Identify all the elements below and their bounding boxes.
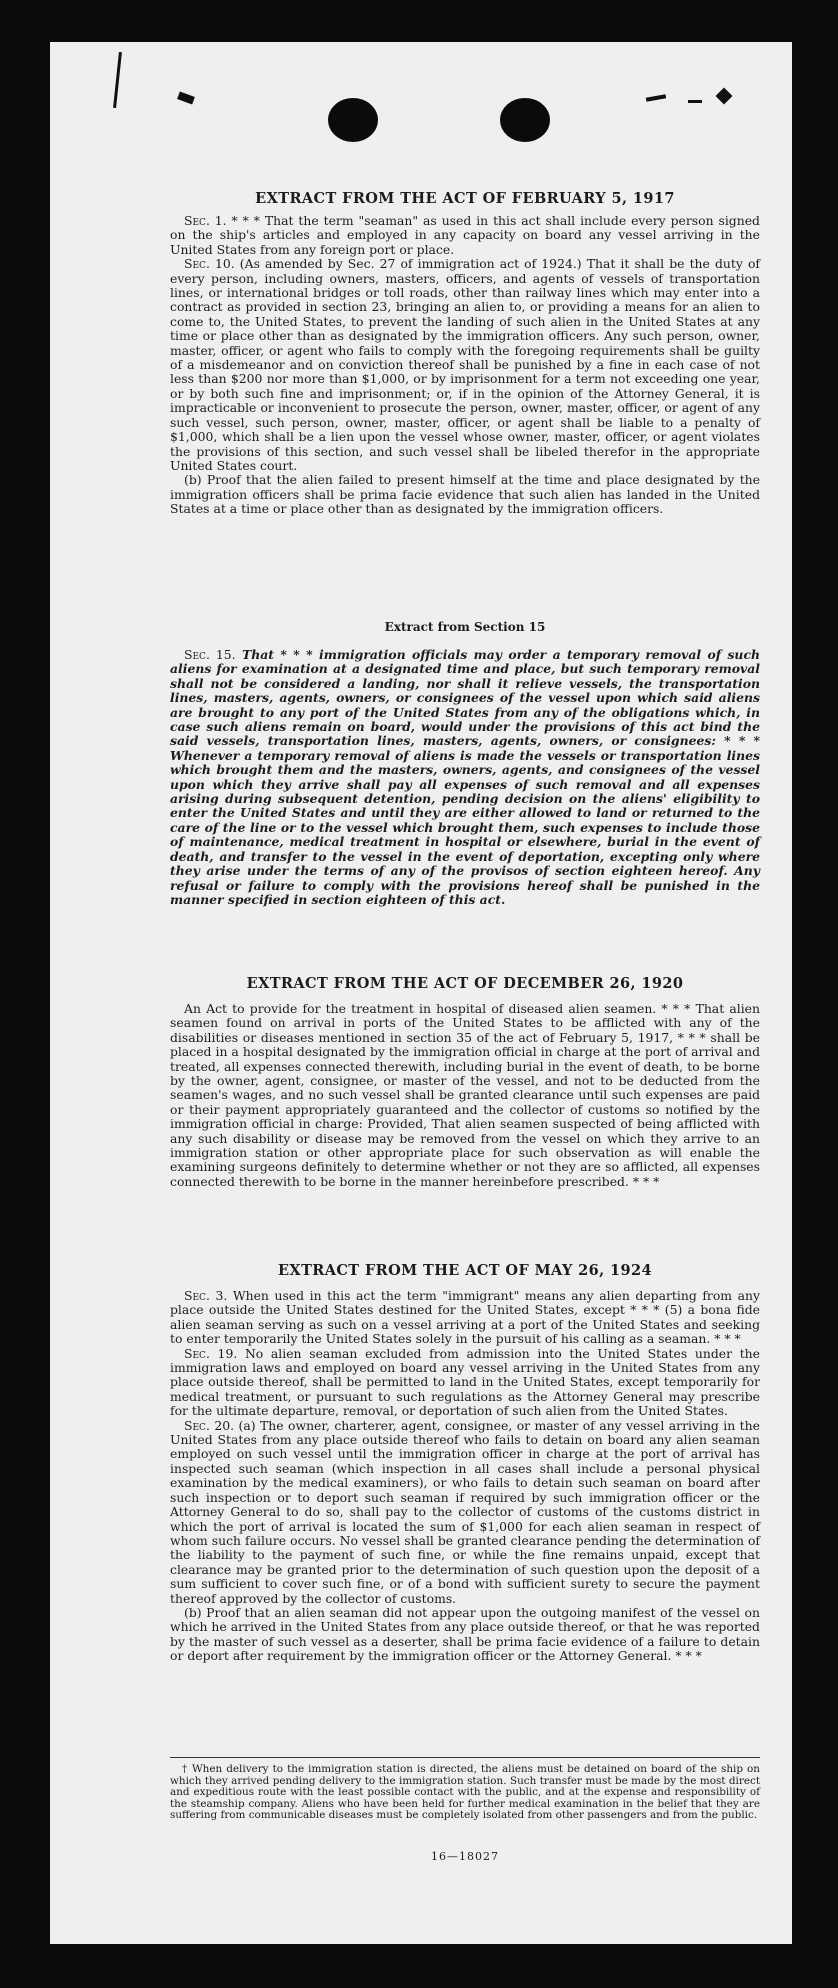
paragraph-text: That * * * immigration officials may order a temporary removal of such aliens for examination at a designated time and place, but such temporary removal shall not be considered a landing, nor shall it relieve vessels, the transportation lines, masters, agents, owners, or consignees of the vessel upon which said aliens are brought to any port of the United States from any of the obligations which, in case such aliens remain on board, would under the provisions of this act bind the said vessels, transportation lines, masters, agents, owners, or consignees: * * * Whenever a temporary removal of aliens is made the vessels or transportation lines which brought them and the masters, owners, agents, and consignees of the vessel upon which they arrive shall pay all expenses of such removal and all expenses arising during subsequent detention, pending decision on the aliens' eligibility to enter the United States and until they are either allowed to land or returned to the care of the line or to the vessel which brought them, such expenses to include those of maintenance, medical treatment in hospital or elsewhere, burial in the event of death, and transfer to the vessel in the event of deportation, excepting only where they arise under the terms of any of the provisos of section eighteen hereof. Any refusal or failure to comply with the provisions hereof shall be punished in the manner specified in section eighteen of this act. <box>170 647 760 907</box>
section-label: Sec. 3. <box>184 1288 228 1303</box>
subheading-section-15: Extract from Section 15 <box>384 620 546 634</box>
paragraph-sec-15 <box>170 648 760 907</box>
section-1920-body <box>170 1002 760 1189</box>
heading-act-1917: EXTRACT FROM THE ACT OF FEBRUARY 5, 1917 <box>255 190 675 207</box>
paragraph-text: (b) Proof that the alien failed to present himself at the time and place designated by the immigration officers shall be prima facie evidence that such alien has landed in the United States at a time or place other than as designated by the immigration officers. <box>170 472 760 517</box>
heading-act-1920: EXTRACT FROM THE ACT OF DECEMBER 26, 1920 <box>246 975 684 992</box>
paragraph-text: When used in this act the term "immigrant" means any alien departing from any place outside the United States destined for the United States, except * * * (5) a bona fide alien seaman serving as such on a vessel arriving at a port of the United States and seeking to enter temporarily the United States solely in the pursuit of his calling as a seaman. * * * <box>170 1288 760 1347</box>
paragraph-text: An Act to provide for the treatment in hospital of diseased alien seamen. * * * That alien seamen found on arrival in ports of the United States to be afflicted with any of the disabilities or diseases mentioned in section 35 of the act of February 5, 1917, * * * shall be placed in a hospital designated by the immigration official in charge at the port of arrival and treated, all expenses connected therewith, including burial in the event of death, to be borne by the owner, agent, consignee, or master of the vessel, and not to be deducted from the seamen's wages, and no such vessel shall be granted clearance until such expenses are paid or their payment appropriately guaranteed and the collector of customs so notified by the immigration official in charge: Provided, That alien seamen suspected of being afflicted with any such disability or disease may be removed from the vessel on which they arrive to an immigration station or other appropriate place for such observation as will enable the examining surgeons definitely to determine whether or not they are so afflicted, all expenses connected therewith to be borne in the manner hereinbefore prescribed. * * * <box>170 1001 760 1189</box>
pen-mark <box>646 94 666 101</box>
paragraph-sec-20 <box>170 1419 760 1606</box>
heading-act-1924: EXTRACT FROM THE ACT OF MAY 26, 1924 <box>277 1262 653 1279</box>
paragraph-text: (b) Proof that an alien seaman did not appear upon the outgoing manifest of the vessel on which he arrived in the United States from any place outside thereof, or that he was reported by the master of such vessel as a deserter, shall be prima facie evidence of a failure to detain or deport after requirement by the immigration officer or the Attorney General. * * * <box>170 1604 760 1664</box>
footnote-rule <box>170 1757 760 1758</box>
paragraph-sec-1 <box>170 214 760 257</box>
paragraph-sec-10 <box>170 257 760 473</box>
section-label: Sec. 15. <box>184 647 236 662</box>
paragraph-sec-19 <box>170 1347 760 1419</box>
footnote: † When delivery to the immigration station is directed, the aliens must be detained on board of the ship on which they arrived pending delivery to the immigration station. Such transfer must be made by the most direct and expeditious route with the least possible contact with the public, and at the expense and responsibility of the steamship company. Aliens who have been held for further medical examination in the belief that they are suffering from communicable diseases must be completely isolated from other passengers and from the public. <box>170 1763 760 1822</box>
section-15-body <box>170 648 760 907</box>
section-label: Sec. 19. <box>184 1345 238 1361</box>
paragraph-text: * * * That the term "seaman" as used in this act shall include every person signed on the ship's articles and employed in any capacity on board any vessel arriving in the United States from any foreign port or place. <box>170 213 760 257</box>
section-label: Sec. 10. <box>184 256 235 272</box>
form-code: 16—18027 <box>431 1850 499 1863</box>
paragraph-text: (a) The owner, charterer, agent, consignee, or master of any vessel arriving in the United States from any place outside thereof who fails to detain on board any alien seaman employed on such vessel until the immigration officer in charge at the port of arrival has inspected such seaman (which inspection in all cases shall include a personal physical examination by the medical examiners), or who fails to detain such seaman on board after such inspection or to deport such seaman if required by such immigration officer or the Attorney General to do so, shall pay to the collector of customs of the customs district in which the port of arrival is located the sum of $1,000 for each alien seaman in respect of whom such failure occurs. No vessel shall be granted clearance pending the determination of the liability to the payment of such fine, or while the fine remains unpaid, except that clearance may be granted prior to the determination of such question upon the deposit of a sum sufficient to cover such fine, or of a bond with sufficient surety to secure the payment thereof approved by the collector of customs. <box>170 1417 760 1606</box>
section-1924-body <box>170 1289 760 1664</box>
document-page <box>50 42 792 1944</box>
paragraph-text: No alien seaman excluded from admission into the United States under the immigration laws and employed on board any vessel arriving in the United States from any place outside thereof, shall be permitted to land in the United States, except temporarily for medical treatment, or pursuant to such regulations as the Attorney General may prescribe for the ultimate departure, removal, or deportation of such alien from the United States. <box>170 1345 760 1419</box>
pen-mark <box>688 100 702 103</box>
paragraph-sec-10-b <box>170 473 760 516</box>
paragraph-sec-3 <box>170 1289 760 1347</box>
pen-mark <box>177 92 195 105</box>
section-label: Sec. 1. <box>184 213 227 228</box>
section-label: Sec. 20. <box>184 1417 235 1433</box>
pen-mark <box>113 52 122 108</box>
paragraph-sec-20-b <box>170 1606 760 1664</box>
section-1917-body <box>170 214 760 517</box>
paragraph-act-1920 <box>170 1002 760 1189</box>
punch-hole <box>328 98 378 142</box>
punch-hole <box>500 98 550 142</box>
pen-mark <box>716 88 733 105</box>
paragraph-text: (As amended by Sec. 27 of immigration act of 1924.) That it shall be the duty of every person, including owners, masters, officers, and agents of vessels of transportation lines, or international bridges or toll roads, other than railway lines which may enter into a contract as provided in section 23, bringing an alien to, or providing a means for an alien to come to, the United States, to prevent the landing of such alien in the United States at any time or place other than as designated by the immigration officers. Any such person, owner, master, officer, or agent who fails to comply with the foregoing requirements shall be guilty of a misdemeanor and on conviction thereof shall be punished by a fine in each case of not less than $200 nor more than $1,000, or by imprisonment for a term not exceeding one year, or by both such fine and imprisonment; or, if in the opinion of the Attorney General, it is impracticable or inconvenient to prosecute the person, owner, master, officer, or agent of any such vessel, such person, owner, master, officer, or agent shall be liable to a penalty of $1,000, which shall be a lien upon the vessel whose owner, master, officer, or agent violates the provisions of this section, and such vessel shall be libeled therefor in the appropriate United States court. <box>170 256 760 473</box>
